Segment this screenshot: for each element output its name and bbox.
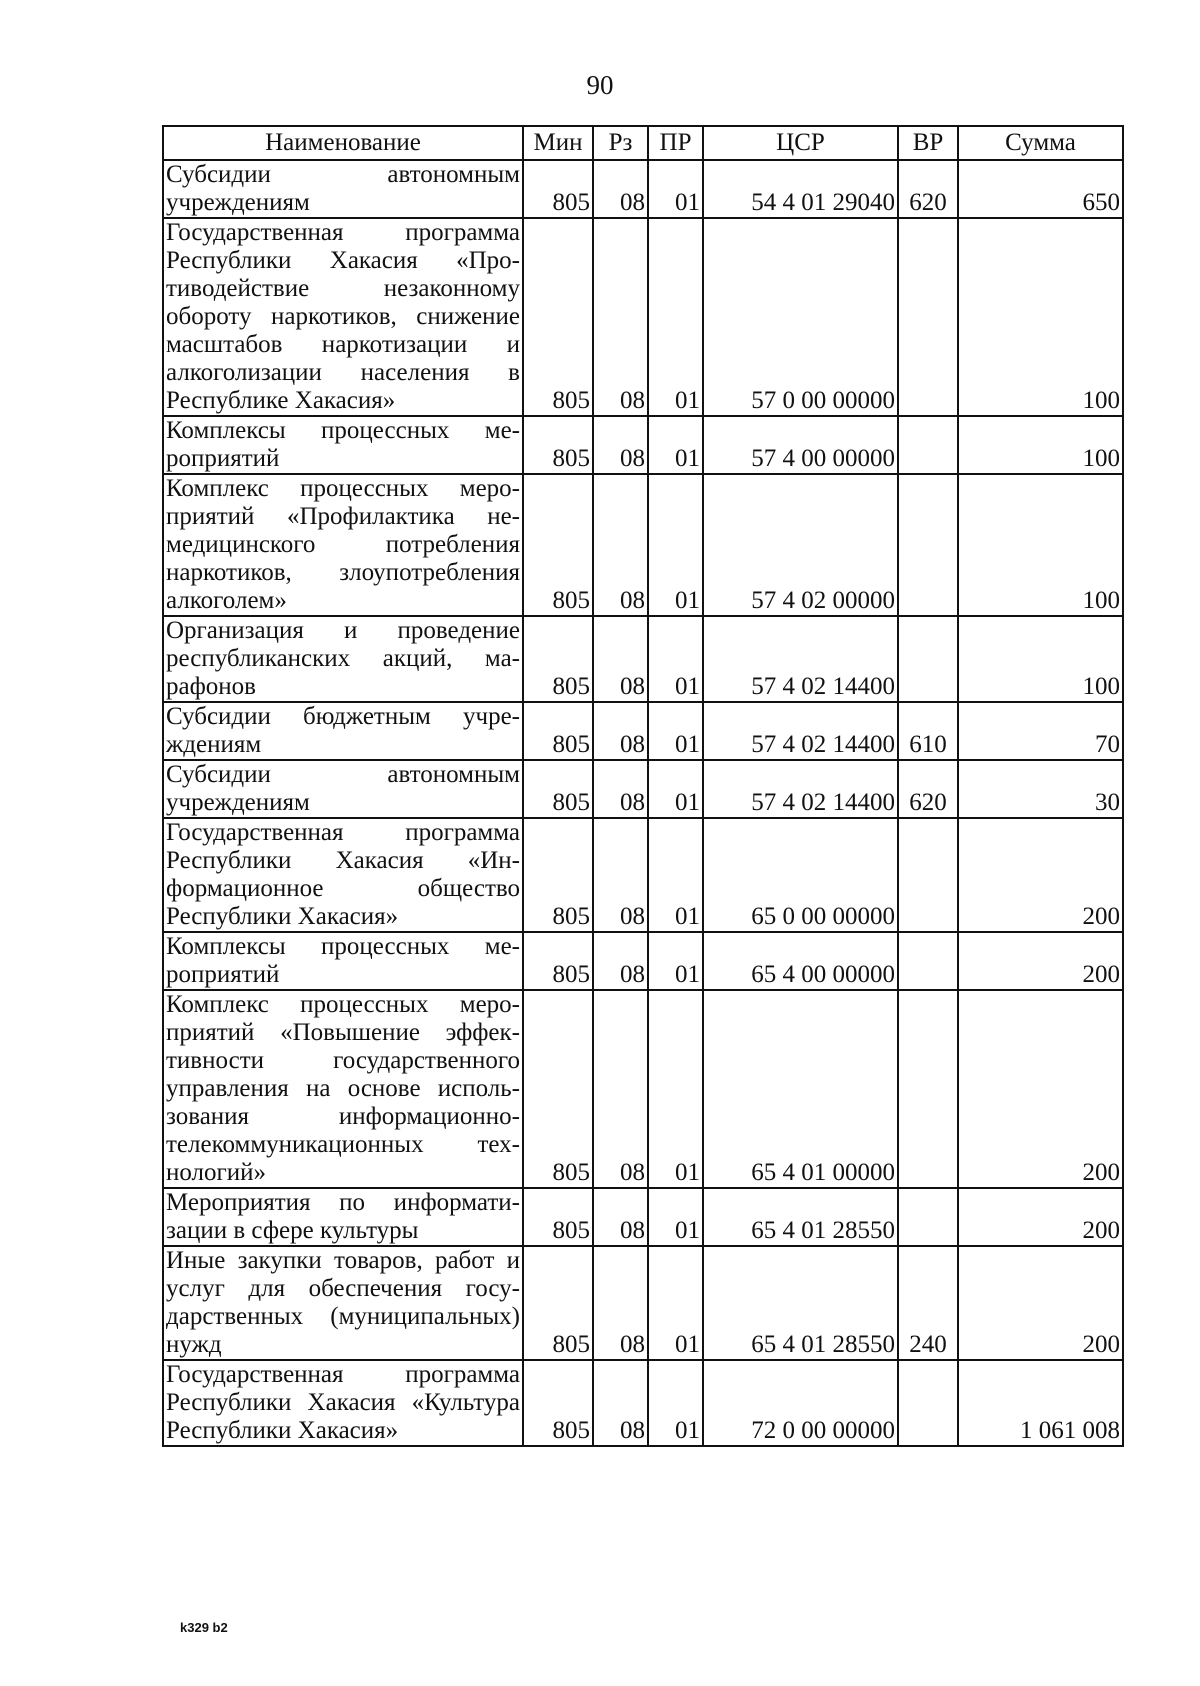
cell-vr	[898, 932, 958, 990]
cell-rz: 08	[593, 616, 648, 702]
cell-pr: 01	[648, 990, 703, 1188]
cell-vr: 620	[898, 760, 958, 818]
page-number: 90	[586, 70, 614, 100]
cell-name: Государственная программа Республики Хакасия «Противодействие незаконному обороту наркотиков, снижение масштабов наркотизации и алкоголизации населения в Республике Хакасия»	[163, 218, 523, 416]
cell-sum: 100	[958, 218, 1123, 416]
cell-csr: 72 0 00 00000	[703, 1360, 898, 1446]
cell-csr: 57 4 02 00000	[703, 474, 898, 616]
table-row	[163, 932, 1123, 990]
cell-sum: 30	[958, 760, 1123, 818]
budget-table	[162, 125, 1124, 1447]
cell-rz: 08	[593, 416, 648, 474]
cell-vr	[898, 416, 958, 474]
table-row	[163, 416, 1123, 474]
cell-min: 805	[523, 702, 593, 760]
cell-min: 805	[523, 616, 593, 702]
cell-rz: 08	[593, 160, 648, 218]
cell-rz: 08	[593, 218, 648, 416]
cell-name: Субсидии автономным учреждениям	[163, 760, 523, 818]
table-row	[163, 616, 1123, 702]
cell-sum: 200	[958, 818, 1123, 932]
cell-pr: 01	[648, 818, 703, 932]
cell-min: 805	[523, 760, 593, 818]
header-vr: ВР	[898, 126, 958, 160]
table-header-row	[163, 126, 1123, 160]
cell-name: Организация и проведение республиканских акций, марафонов	[163, 616, 523, 702]
cell-csr: 65 4 00 00000	[703, 932, 898, 990]
cell-pr: 01	[648, 616, 703, 702]
cell-min: 805	[523, 1360, 593, 1446]
cell-vr: 610	[898, 702, 958, 760]
cell-min: 805	[523, 1246, 593, 1360]
table-row	[163, 702, 1123, 760]
cell-name: Комплексы процессных мероприятий	[163, 932, 523, 990]
cell-sum: 100	[958, 416, 1123, 474]
cell-vr	[898, 818, 958, 932]
cell-name: Государственная программа Республики Хакасия «Культура Республики Хакасия»	[163, 1360, 523, 1446]
header-csr: ЦСР	[703, 126, 898, 160]
footer-code: k329 b2	[180, 1620, 228, 1635]
cell-pr: 01	[648, 702, 703, 760]
cell-rz: 08	[593, 932, 648, 990]
cell-min: 805	[523, 218, 593, 416]
table-row	[163, 990, 1123, 1188]
header-rz: Рз	[593, 126, 648, 160]
cell-name: Иные закупки товаров, работ и услуг для обеспечения государственных (муниципальных) нужд	[163, 1246, 523, 1360]
cell-name: Государственная программа Республики Хакасия «Информационное общество Республики Хакасия»	[163, 818, 523, 932]
cell-csr: 57 0 00 00000	[703, 218, 898, 416]
cell-rz: 08	[593, 1360, 648, 1446]
cell-pr: 01	[648, 932, 703, 990]
table-row	[163, 1188, 1123, 1246]
cell-rz: 08	[593, 1246, 648, 1360]
cell-min: 805	[523, 818, 593, 932]
table-row	[163, 160, 1123, 218]
cell-pr: 01	[648, 760, 703, 818]
cell-csr: 57 4 00 00000	[703, 416, 898, 474]
cell-vr: 620	[898, 160, 958, 218]
cell-rz: 08	[593, 1188, 648, 1246]
cell-min: 805	[523, 474, 593, 616]
cell-vr: 240	[898, 1246, 958, 1360]
cell-min: 805	[523, 160, 593, 218]
cell-name: Комплекс процессных мероприятий «Профилактика немедицинского потребления наркотиков, злоупотребления алкоголем»	[163, 474, 523, 616]
table-row	[163, 474, 1123, 616]
cell-name: Мероприятия по информатизации в сфере культуры	[163, 1188, 523, 1246]
cell-rz: 08	[593, 474, 648, 616]
header-sum: Сумма	[958, 126, 1123, 160]
cell-min: 805	[523, 932, 593, 990]
cell-vr	[898, 1188, 958, 1246]
cell-vr	[898, 1360, 958, 1446]
cell-csr: 57 4 02 14400	[703, 702, 898, 760]
cell-sum: 650	[958, 160, 1123, 218]
cell-sum: 200	[958, 932, 1123, 990]
header-min: Мин	[523, 126, 593, 160]
cell-rz: 08	[593, 760, 648, 818]
table-row	[163, 218, 1123, 416]
cell-csr: 65 4 01 28550	[703, 1246, 898, 1360]
cell-sum: 100	[958, 616, 1123, 702]
cell-sum: 100	[958, 474, 1123, 616]
cell-csr: 65 0 00 00000	[703, 818, 898, 932]
cell-pr: 01	[648, 1246, 703, 1360]
cell-sum: 200	[958, 990, 1123, 1188]
cell-pr: 01	[648, 1360, 703, 1446]
cell-name: Субсидии автономным учреждениям	[163, 160, 523, 218]
cell-sum: 200	[958, 1188, 1123, 1246]
table-row	[163, 818, 1123, 932]
cell-pr: 01	[648, 1188, 703, 1246]
header-name: Наименование	[163, 126, 523, 160]
cell-pr: 01	[648, 160, 703, 218]
cell-name: Комплекс процессных мероприятий «Повышение эффективности государственного управления на основе использования информационно-телекоммуникационных технологий»	[163, 990, 523, 1188]
cell-csr: 57 4 02 14400	[703, 760, 898, 818]
cell-min: 805	[523, 416, 593, 474]
cell-vr	[898, 990, 958, 1188]
table-row	[163, 1246, 1123, 1360]
cell-min: 805	[523, 1188, 593, 1246]
cell-csr: 65 4 01 28550	[703, 1188, 898, 1246]
cell-vr	[898, 218, 958, 416]
cell-rz: 08	[593, 990, 648, 1188]
cell-pr: 01	[648, 416, 703, 474]
cell-rz: 08	[593, 818, 648, 932]
cell-csr: 65 4 01 00000	[703, 990, 898, 1188]
cell-sum: 70	[958, 702, 1123, 760]
cell-pr: 01	[648, 474, 703, 616]
cell-sum: 1 061 008	[958, 1360, 1123, 1446]
cell-name: Комплексы процессных мероприятий	[163, 416, 523, 474]
cell-csr: 54 4 01 29040	[703, 160, 898, 218]
table-body	[163, 160, 1123, 1446]
header-pr: ПР	[648, 126, 703, 160]
table-row	[163, 1360, 1123, 1446]
cell-rz: 08	[593, 702, 648, 760]
cell-min: 805	[523, 990, 593, 1188]
table-row	[163, 760, 1123, 818]
cell-vr	[898, 616, 958, 702]
cell-sum: 200	[958, 1246, 1123, 1360]
cell-pr: 01	[648, 218, 703, 416]
cell-vr	[898, 474, 958, 616]
cell-name: Субсидии бюджетным учреждениям	[163, 702, 523, 760]
cell-csr: 57 4 02 14400	[703, 616, 898, 702]
